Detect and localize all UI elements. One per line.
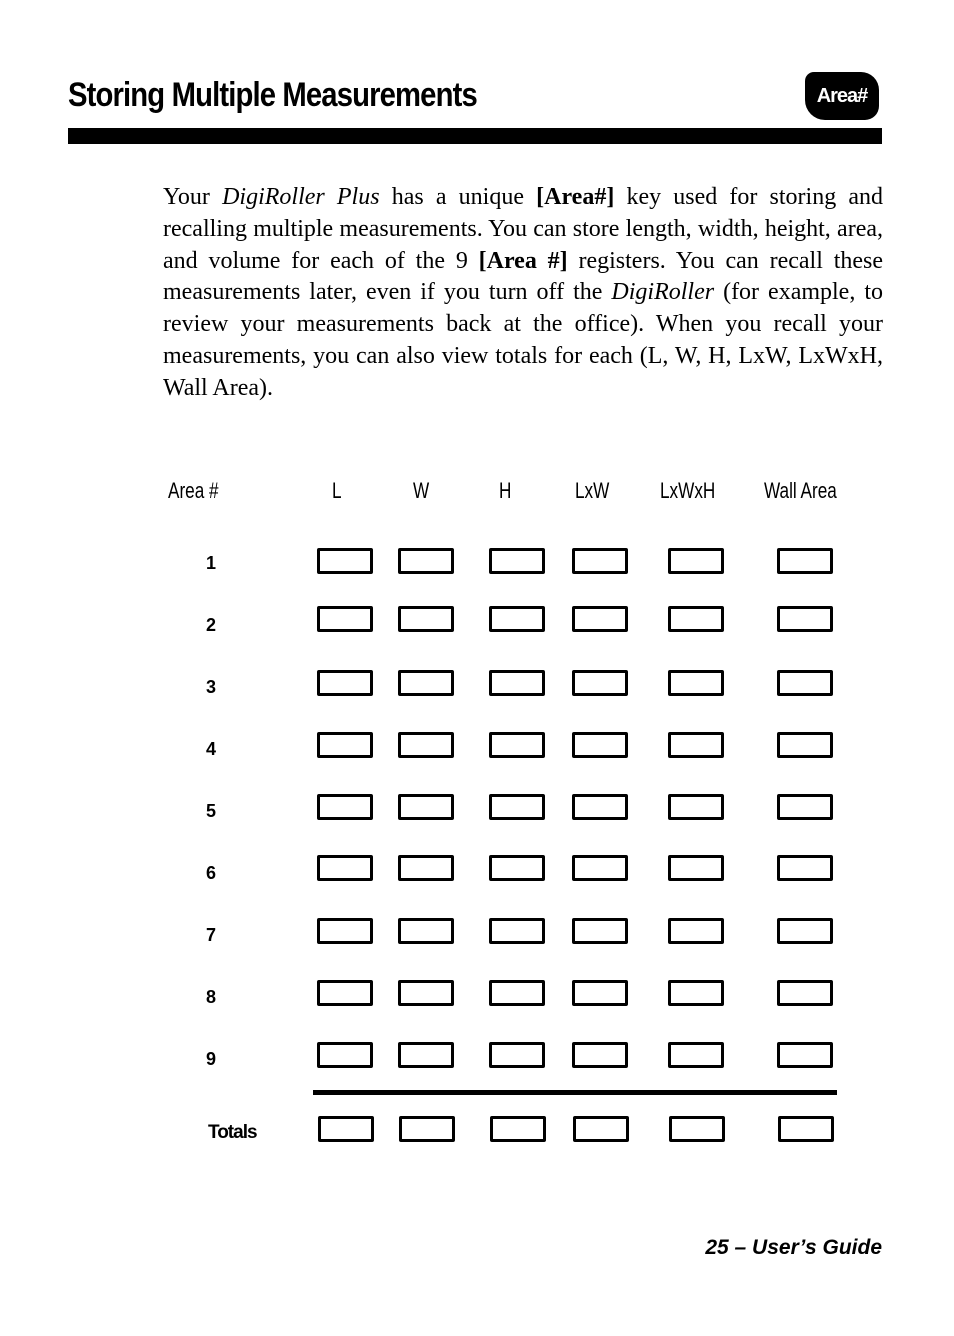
totals-box-lxw bbox=[573, 1116, 629, 1142]
register-box-8-w bbox=[398, 980, 454, 1006]
row-label-1: 1 bbox=[206, 553, 217, 573]
register-box-9-l bbox=[317, 1042, 373, 1068]
row-label-8: 8 bbox=[206, 987, 217, 1007]
register-box-5-h bbox=[489, 794, 545, 820]
para-text-9: (for example, to review your measurements back at the office). When you recall your measurements, you can also view totals for each (L, W, H, LxW, LxWxH, Wall Area). bbox=[163, 279, 884, 401]
register-box-7-lxw bbox=[572, 918, 628, 944]
register-box-8-lxwxh bbox=[668, 980, 724, 1006]
register-box-2-w bbox=[398, 606, 454, 632]
register-box-5-l bbox=[317, 794, 373, 820]
header-lxwxh: LxWxH bbox=[660, 478, 716, 503]
row-label-4: 4 bbox=[206, 739, 217, 759]
register-box-6-lxw bbox=[572, 855, 628, 881]
register-box-9-w bbox=[398, 1042, 454, 1068]
register-box-2-h bbox=[489, 606, 545, 632]
area-key-icon: Area# bbox=[805, 72, 879, 120]
register-box-4-wall-area bbox=[777, 732, 833, 758]
register-box-1-lxwxh bbox=[668, 548, 724, 574]
totals-box-wall-area bbox=[778, 1116, 834, 1142]
register-box-6-l bbox=[317, 855, 373, 881]
register-box-4-w bbox=[398, 732, 454, 758]
register-box-4-lxw bbox=[572, 732, 628, 758]
register-box-8-l bbox=[317, 980, 373, 1006]
register-box-9-lxwxh bbox=[668, 1042, 724, 1068]
register-box-3-l bbox=[317, 670, 373, 696]
register-box-1-h bbox=[489, 548, 545, 574]
row-label-totals: Totals bbox=[208, 1122, 257, 1143]
register-box-3-w bbox=[398, 670, 454, 696]
row-label-3: 3 bbox=[206, 677, 217, 697]
register-box-1-lxw bbox=[572, 548, 628, 574]
title-rule bbox=[68, 128, 882, 144]
register-box-4-lxwxh bbox=[668, 732, 724, 758]
register-box-9-wall-area bbox=[777, 1042, 833, 1068]
totals-box-w bbox=[399, 1116, 455, 1142]
page-footer: 25 – User’s Guide bbox=[705, 1236, 882, 1259]
header-area-number: Area # bbox=[168, 478, 219, 503]
register-box-6-lxwxh bbox=[668, 855, 724, 881]
totals-box-l bbox=[318, 1116, 374, 1142]
register-box-2-l bbox=[317, 606, 373, 632]
row-label-6: 6 bbox=[206, 863, 217, 883]
register-box-6-h bbox=[489, 855, 545, 881]
register-box-7-wall-area bbox=[777, 918, 833, 944]
register-box-5-lxw bbox=[572, 794, 628, 820]
register-box-3-lxw bbox=[572, 670, 628, 696]
para-product-name: DigiRoller Plus bbox=[222, 184, 380, 210]
register-box-7-lxwxh bbox=[668, 918, 724, 944]
register-box-8-h bbox=[489, 980, 545, 1006]
row-label-7: 7 bbox=[206, 925, 217, 945]
register-box-2-wall-area bbox=[777, 606, 833, 632]
header-h: H bbox=[499, 478, 512, 503]
header-l: L bbox=[332, 478, 342, 503]
intro-paragraph bbox=[163, 182, 883, 405]
register-box-8-wall-area bbox=[777, 980, 833, 1006]
para-text-1: Your bbox=[163, 184, 223, 210]
register-box-9-lxw bbox=[572, 1042, 628, 1068]
row-label-2: 2 bbox=[206, 615, 217, 635]
register-box-8-lxw bbox=[572, 980, 628, 1006]
totals-box-h bbox=[490, 1116, 546, 1142]
register-box-6-wall-area bbox=[777, 855, 833, 881]
para-text-5: key used for storing and recalling multiple measurements. You can store length, width, height, area, and volume for each of the 9 bbox=[163, 184, 884, 274]
register-box-7-l bbox=[317, 918, 373, 944]
register-box-5-wall-area bbox=[777, 794, 833, 820]
header-wall-area: Wall Area bbox=[764, 478, 837, 503]
page-title: Storing Multiple Measurements bbox=[68, 76, 477, 114]
row-label-5: 5 bbox=[206, 801, 217, 821]
row-label-9: 9 bbox=[206, 1049, 217, 1069]
totals-rule bbox=[313, 1090, 837, 1095]
register-box-7-h bbox=[489, 918, 545, 944]
header-w: W bbox=[413, 478, 430, 503]
register-box-4-h bbox=[489, 732, 545, 758]
register-box-6-w bbox=[398, 855, 454, 881]
para-area-key-2: [Area #] bbox=[478, 247, 568, 274]
register-box-3-wall-area bbox=[777, 670, 833, 696]
register-box-7-w bbox=[398, 918, 454, 944]
register-box-4-l bbox=[317, 732, 373, 758]
register-box-1-w bbox=[398, 548, 454, 574]
register-box-5-w bbox=[398, 794, 454, 820]
totals-box-lxwxh bbox=[669, 1116, 725, 1142]
para-product-name-2: DigiRoller bbox=[611, 279, 715, 306]
register-box-1-l bbox=[317, 548, 373, 574]
para-area-key: [Area#] bbox=[536, 184, 615, 210]
register-box-3-lxwxh bbox=[668, 670, 724, 696]
register-box-2-lxwxh bbox=[668, 606, 724, 632]
register-box-9-h bbox=[489, 1042, 545, 1068]
para-text-3: has a unique bbox=[379, 184, 537, 210]
header-lxw: LxW bbox=[575, 478, 610, 503]
para-text-7: registers. You can recall these measurements later, even if you turn off the bbox=[163, 247, 884, 306]
register-box-1-wall-area bbox=[777, 548, 833, 574]
register-box-3-h bbox=[489, 670, 545, 696]
register-box-2-lxw bbox=[572, 606, 628, 632]
register-box-5-lxwxh bbox=[668, 794, 724, 820]
